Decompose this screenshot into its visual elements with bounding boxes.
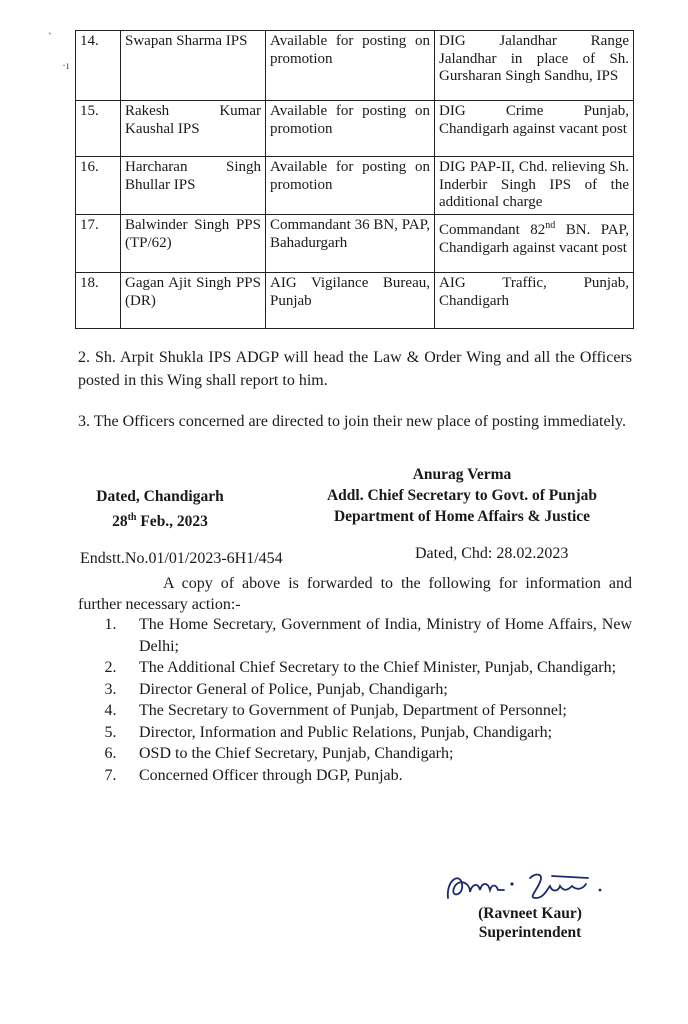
present-posting: Available for posting on promotion (266, 157, 435, 215)
signatory-department: Department of Home Affairs & Justice (333, 508, 591, 525)
posting-table (75, 30, 634, 329)
paragraph-2: 2. Sh. Arpit Shukla IPS ADGP will head the Law & Order Wing and all the Officers posted in this Wing shall report to him. (78, 349, 632, 389)
handwritten-signature (440, 868, 640, 908)
serial-number: 14. (76, 31, 121, 101)
serial-number: 18. (76, 273, 121, 329)
officer-name: Swapan Sharma IPS (121, 31, 266, 101)
new-posting: DIG PAP-II, Chd. relieving Sh. Inderbir Singh IPS of the additional charge (435, 157, 634, 215)
officer-name: Harcharan Singh Bhullar IPS (121, 157, 266, 215)
serial-number: 15. (76, 101, 121, 157)
list-item: 6. OSD to the Chief Secretary, Punjab, Chandigarh; (104, 745, 454, 762)
endorsement-date: Dated, Chd: 28.02.2023 (415, 545, 569, 562)
officer-name: Rakesh Kumar Kaushal IPS (121, 101, 266, 157)
new-posting: Commandant 82nd BN. PAP, Chandigarh against vacant post (435, 215, 634, 273)
new-posting: AIG Traffic, Punjab, Chandigarh (435, 273, 634, 329)
endorsement-number: Endstt.No.01/01/2023-6H1/454 (80, 550, 283, 567)
new-posting: DIG Jalandhar Range Jalandhar in place of Sh. Gursharan Singh Sandhu, IPS (435, 31, 634, 101)
present-posting: AIG Vigilance Bureau, Punjab (266, 273, 435, 329)
endorsement-intro: A copy of above is forwarded to the following for information and further necessary action:- (78, 575, 632, 613)
dated-date: 28th Feb., 2023 (112, 512, 208, 531)
signatory-name: Anurag Verma (412, 466, 512, 483)
table-row (76, 31, 634, 101)
dated-place: Dated, Chandigarh (96, 488, 224, 505)
serial-number: 17. (76, 215, 121, 273)
list-item: 7. Concerned Officer through DGP, Punjab. (104, 766, 403, 784)
list-item: 1. The Home Secretary, Government of India, Ministry of Home Affairs, New Delhi; (104, 616, 632, 655)
list-item: 5. Director, Information and Public Relations, Punjab, Chandigarh; (104, 723, 553, 741)
table-row (76, 215, 634, 273)
footer-designation: Superintendent (478, 924, 582, 941)
distribution-list (78, 614, 632, 786)
table-row (76, 157, 634, 215)
list-item: 4. The Secretary to Government of Punjab, Department of Personnel; (104, 702, 567, 719)
table-row (76, 101, 634, 157)
list-item: 2. The Additional Chief Secretary to the Chief Minister, Punjab, Chandigarh; (104, 659, 617, 676)
list-item: 3. Director General of Police, Punjab, Chandigarh; (104, 680, 448, 698)
dated-block (80, 486, 240, 532)
officer-name: Balwinder Singh PPS (TP/62) (121, 215, 266, 273)
new-posting: DIG Crime Punjab, Chandigarh against vacant post (435, 101, 634, 157)
footer-name: (Ravneet Kaur) (478, 905, 582, 922)
present-posting: Available for posting on promotion (266, 101, 435, 157)
paragraph-3: 3. The Officers concerned are directed to join their new place of posting immediately. (78, 413, 626, 430)
table-row (76, 273, 634, 329)
officer-name: Gagan Ajit Singh PPS (DR) (121, 273, 266, 329)
present-posting: Available for posting on promotion (266, 31, 435, 101)
scan-mark: ` (48, 30, 52, 44)
footer-signature-block (460, 904, 600, 942)
present-posting: Commandant 36 BN, PAP, Bahadurgarh (266, 215, 435, 273)
signatory-block (282, 464, 642, 527)
signatory-designation: Addl. Chief Secretary to Govt. of Punjab (326, 487, 598, 504)
serial-number: 16. (76, 157, 121, 215)
scan-mark: ·ı (62, 58, 70, 72)
